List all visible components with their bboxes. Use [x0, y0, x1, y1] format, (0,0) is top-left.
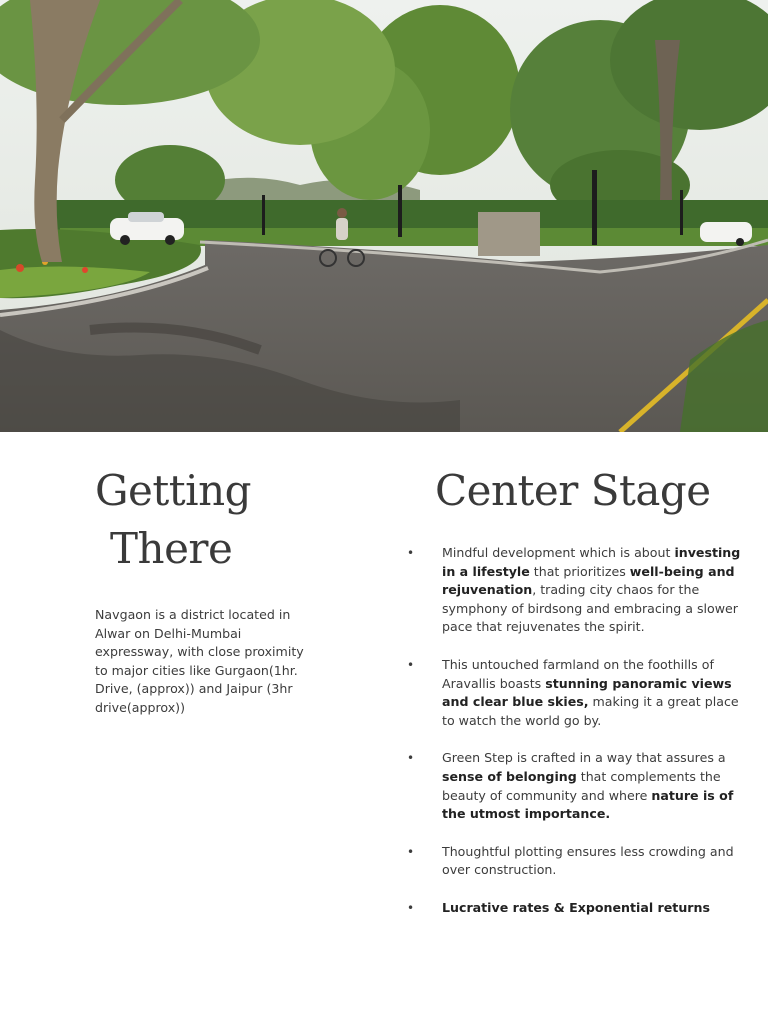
bullet-icon: •	[407, 657, 415, 672]
feature-text-bold: nature is of the utmost importance.	[442, 787, 734, 822]
feature-text: that prioritizes	[529, 563, 630, 579]
getting-there-body: Navgaon is a district located in Alwar on Delhi-Mumbai expressway, with close proximity to major cities like Gurgaon(1hr. Drive, (approx)) and Jaipur (3hr drive(approx))	[95, 607, 304, 715]
hero-image	[0, 0, 768, 432]
feature-text-bold: stunning panoramic views and clear blue skies,	[442, 675, 732, 710]
center-stage-column	[405, 462, 745, 937]
feature-item	[405, 656, 745, 730]
bullet-icon: •	[407, 546, 415, 560]
feature-text: Mindful development which is about	[442, 545, 675, 560]
feature-text: Green Step is crafted in a way that assures a	[442, 750, 726, 766]
feature-list	[405, 544, 745, 918]
title-line-1: Getting	[95, 466, 252, 515]
feature-text: Thoughtful plotting ensures less crowding and over construction.	[442, 843, 734, 878]
feature-item	[405, 544, 745, 637]
bullet-icon: •	[407, 751, 415, 766]
feature-text: making it a great place to watch the world go by.	[442, 694, 739, 728]
bullet-icon: •	[407, 900, 415, 915]
feature-text-bold: investing in a lifestyle	[442, 545, 741, 579]
getting-there-heading	[95, 462, 305, 578]
center-stage-heading: Center Stage	[435, 466, 711, 515]
getting-there-column	[95, 462, 305, 730]
feature-text: This untouched farmland on the foothills of Aravallis boasts	[442, 656, 714, 691]
title-line-2: There	[110, 524, 233, 573]
feature-text: , trading city chaos for the symphony of birdsong and embracing a slower pace that rejuvenates the spirit.	[442, 582, 738, 635]
feature-text-bold: sense of belonging	[442, 768, 577, 784]
bullet-icon: •	[407, 844, 415, 859]
feature-text-bold: well-being and rejuvenation	[442, 563, 735, 598]
feature-item	[405, 899, 745, 918]
feature-text-bold: Lucrative rates & Exponential returns	[442, 899, 710, 915]
feature-item	[405, 749, 745, 823]
landscape-road-illustration	[0, 0, 768, 432]
feature-item	[405, 843, 745, 880]
feature-text: that complements the beauty of community and where	[442, 768, 721, 803]
